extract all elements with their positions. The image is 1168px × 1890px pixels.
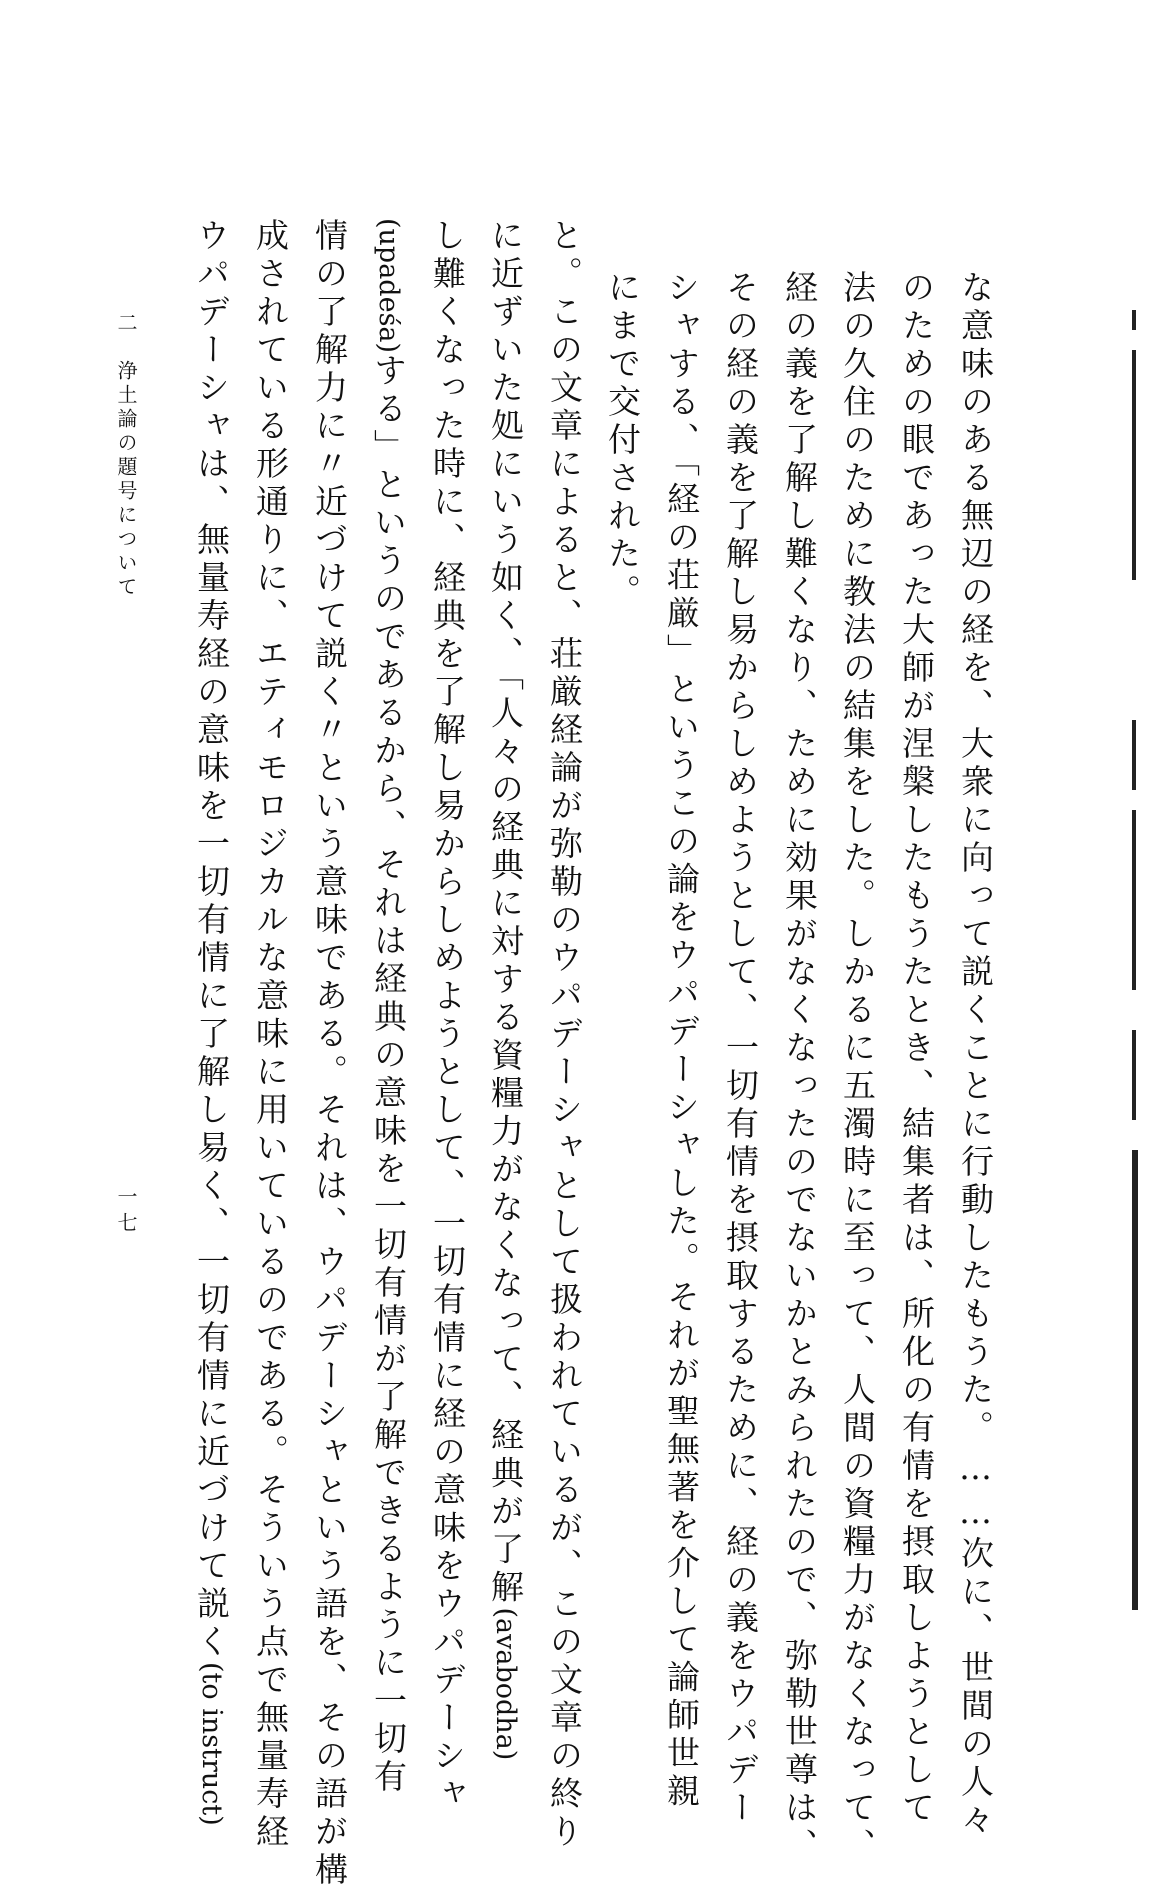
text-line-12: 情の了解力に〃近づけて説く〃という意味である。それは、ウパデーシャという語を、その語が構 [310,218,349,1890]
latin-term-avabodha: (avabodha) [490,1607,521,1761]
text-line-11 [369,218,408,1798]
page-number: 一七 [114,1186,138,1238]
text-line-8: と。この文章によると、荘厳経論が弥勒のウパデーシャとして扱われているが、この文章の終り [545,218,584,1852]
text-line-10: し難くなった時に、経典を了解し易からしめようとして、一切有情に経の意味をウパデーシャ [428,218,467,1814]
text-line-2: のための眼であった大師が涅槃したもうたとき、結集者は、所化の有情を摂取しようとして [897,270,936,1828]
latin-term-to-instruct: (to instruct) [196,1662,227,1826]
text-line-9-body: に近ずいた処にいう如く、「人々の経典に対する資糧力がなくなって、経典が了解 [486,218,525,1608]
running-footer-section-title: 二 浄土論の題号について [114,312,138,600]
text-line-4: 経の義を了解し難くなり、ために効果がなくなったのでないかとみられたので、弥勒世尊は、 [780,270,819,1866]
scan-binding-edge [1128,30,1142,1630]
text-line-3: 法の久住のために教法の結集をした。しかるに五濁時に至って、人間の資糧力がなくなって、 [838,270,877,1866]
text-line-14 [192,218,231,1826]
text-line-7: にまで交付された。 [603,270,642,612]
latin-term-upadesa: (upadeśa) [373,218,404,354]
text-line-14-body: ウパデーシャは、無量寿経の意味を一切有情に了解し易く、一切有情に近づけて説く [192,218,231,1662]
text-line-13: 成されている形通りに、エティモロジカルな意味に用いているのである。そういう点で無量寿経 [251,218,290,1852]
text-line-6: シャする、「経の荘厳」というこの論をウパデーシャした。それが聖無著を介して論師世親 [662,270,701,1812]
text-line-9 [486,218,525,1761]
text-line-5: その経の義を了解し易からしめようとして、一切有情を摂取するために、経の義をウパデー [721,270,760,1828]
text-line-1: な意味のある無辺の経を、大衆に向って説くことに行動したもうた。……次に、世間の人々 [956,270,995,1840]
text-line-11-body: する」というのであるから、それは経典の意味を一切有情が了解できるように一切有 [369,353,408,1798]
